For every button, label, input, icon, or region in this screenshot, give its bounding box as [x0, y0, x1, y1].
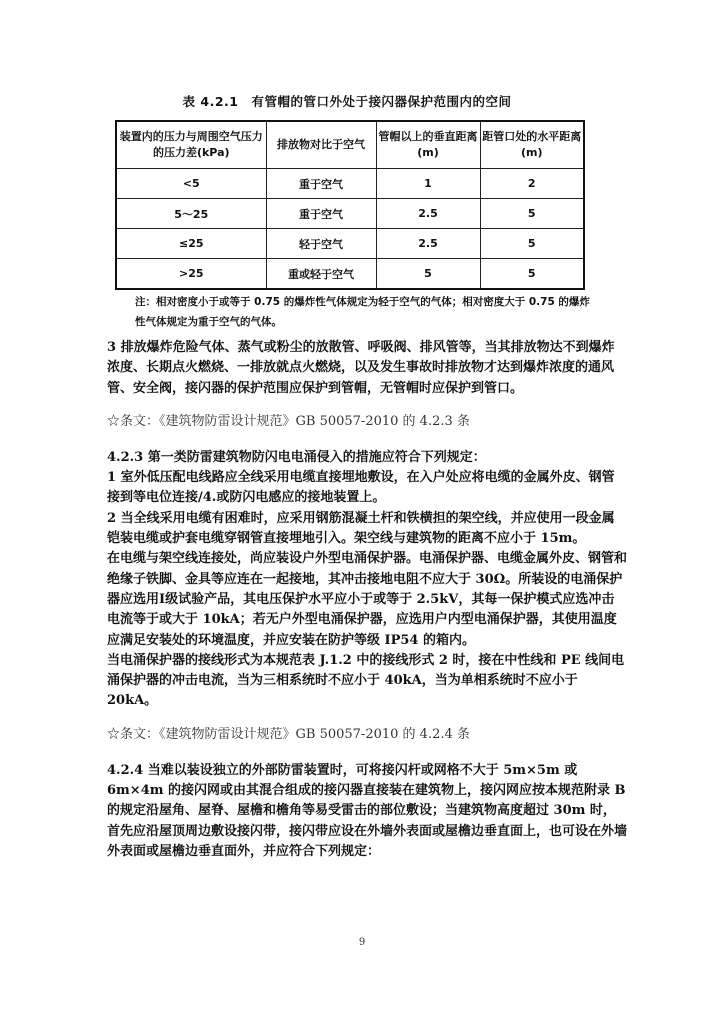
table-cell: 重于空气	[266, 169, 376, 199]
table-cell: 重于空气	[266, 199, 376, 229]
body-text	[107, 338, 627, 862]
table-cell: 1	[376, 169, 480, 199]
table-cell: 5	[376, 259, 480, 290]
table-cell: 2.5	[376, 229, 480, 259]
paragraph-surge-protector: 在电缆与架空线连接处，尚应装设户外型电涌保护器。电涌保护器、电缆金属外皮、钢管和绝缘子铁脚、金具等应连在一起接地，其冲击接地电阻不应大于 30Ω。所装设的电涌保护器应选用Ⅰ级试验产品，其电压保护水平应小于或等于 2.5kV，其每一保护模式应选冲击电流等于或大于 10kA；若无户外型电涌保护器，应选用户内型电涌保护器，其使用温度应满足安装处的环境温度，并应安装在防护等级 IP54 的箱内。	[107, 551, 628, 648]
column-header: 装置内的压力与周围空气压力的压力差(kPa)	[116, 121, 266, 169]
column-header: 排放物对比于空气	[266, 121, 376, 169]
table-caption: 表 4.2.1 有管帽的管口外处于接闪器保护范围内的空间	[182, 94, 512, 109]
spacing-table	[115, 120, 585, 290]
table-cell: >25	[116, 259, 266, 290]
paragraph-discharge-pipes: 3 排放爆炸危险气体、蒸气或粉尘的放散管、呼吸阀、排风管等，当其排放物达不到爆炸浓度、长期点火燃烧、一排放就点火燃烧，以及发生事故时排放物才达到爆炸浓度的通风管、安全阀，接闪器的保护范围应保护到管帽，无管帽时应保护到管口。	[107, 340, 615, 396]
clause-reference: ☆条文：《建筑物防雷设计规范》GB 50057-2010 的 4.2.3 条	[107, 413, 470, 429]
table-cell: 轻于空气	[266, 229, 376, 259]
paragraph-wiring-form: 当电涌保护器的接线形式为本规范表 J.1.2 中的接线形式 2 时，接在中性线和 PE 线间电涌保护器的冲击电流，当为三相系统时不应小于 40kA，当为单相系统时不应小于 20kA。	[107, 652, 625, 709]
scanned-table-image	[105, 86, 590, 338]
paragraph-item-2: 2 当全线采用电缆有困难时，应采用钢筋混凝土杆和铁横担的架空线，并应使用一段金属铠装电缆或护套电缆穿钢管直接埋地引入。架空线与建筑物的距离不应小于 15m。	[107, 510, 615, 547]
table-cell: 重或轻于空气	[266, 259, 376, 290]
table-cell: 2.5	[376, 199, 480, 229]
clause-heading: 4.2.3 第一类防雷建筑物防闪电电涌侵入的措施应符合下列规定：	[107, 449, 486, 465]
table-header-row	[116, 121, 584, 169]
column-header: 距管口处的水平距离(m)	[480, 121, 584, 169]
table-note: 注：相对密度小于或等于 0.75 的爆炸性气体规定为轻于空气的气体；相对密度大于 0.75 的爆炸性气体规定为重于空气的气体。	[135, 296, 590, 328]
table-cell: ≤25	[116, 229, 266, 259]
clause-reference: ☆条文：《建筑物防雷设计规范》GB 50057-2010 的 4.2.4 条	[107, 726, 470, 742]
table-row	[116, 259, 584, 290]
column-header: 管帽以上的垂直距离(m)	[376, 121, 480, 169]
table-cell: 5	[480, 199, 584, 229]
page-number: 9	[358, 937, 366, 948]
table-row	[116, 229, 584, 259]
table-row	[116, 199, 584, 229]
paragraph-item-1: 1 室外低压配电线路应全线采用电缆直接埋地敷设，在入户处应将电缆的金属外皮、钢管接到等电位连接/4.或防闪电感应的接地装置上。	[107, 470, 615, 506]
table-cell: 5	[480, 259, 584, 290]
table-cell: 5	[480, 229, 584, 259]
table-row	[116, 169, 584, 199]
table-cell: 5～25	[116, 199, 266, 229]
table-cell: 2	[480, 169, 584, 199]
paragraph-clause-4-2-4: 4.2.4 当难以装设独立的外部防雷装置时，可将接闪杆或网格不大于 5m×5m 或 6m×4m 的接闪网或由其混合组成的接闪器直接装在建筑物上，接闪网应按本规范附录 B 的规定沿屋角、屋脊、屋檐和檐角等易受雷击的部位敷设；当建筑物高度超过 30m 时，首先应沿屋顶周边敷设接闪带，接闪带应设在外墙外表面或屋檐边垂直面上，也可设在外墙外表面或屋檐边垂直面外，并应符合下列规定：	[107, 762, 628, 859]
table-cell: <5	[116, 169, 266, 199]
